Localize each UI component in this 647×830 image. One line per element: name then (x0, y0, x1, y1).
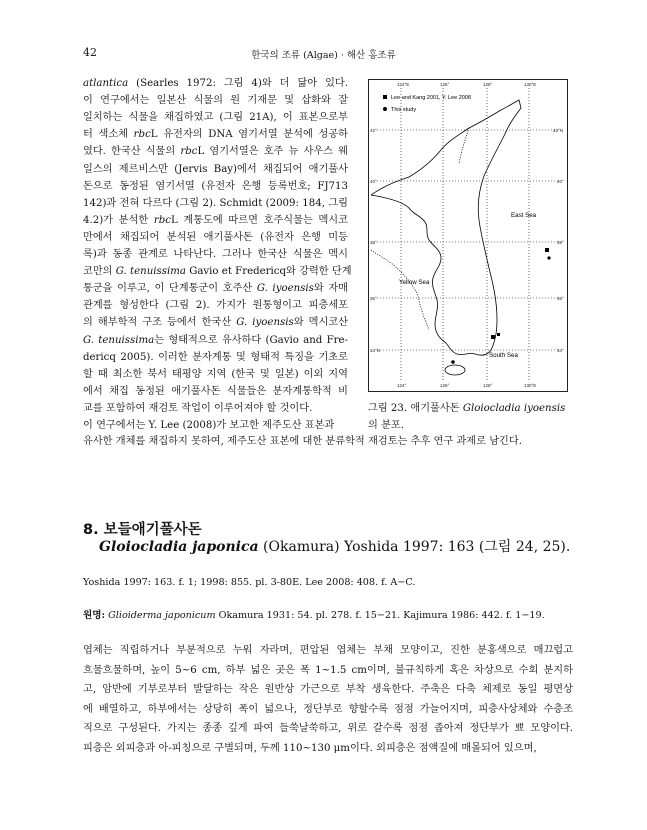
record-marker (491, 335, 495, 339)
text-line: 일스의 제르비스만 (Jervis Bay)에서 채집되어 애기풀사 (83, 163, 348, 175)
lon-tick-top: 124°E (397, 82, 410, 87)
figure-caption: 그림 23. 애기풀사돈 Gloiocladia iyoensis의 분포. (368, 403, 566, 431)
text-line: dericq 2005). 이러한 분자계통 및 형태적 특징을 기초로 (83, 351, 348, 363)
lat-tick-right: 34° (557, 348, 564, 353)
lat-tick-right: 38° (557, 240, 564, 245)
text-line: 통군을 이루고, 이 단계통군이 호주산 G. iyoensis와 자매 (83, 283, 349, 295)
text-line: 이 연구에서는 일본산 식물의 원 기재문 및 삽화와 잘 (83, 95, 348, 107)
record-marker (545, 248, 549, 252)
legend-item-2: This study (391, 107, 417, 113)
text-line: 교를 포함하여 재검토 작업이 이루어져야 할 것이다. (83, 402, 313, 414)
lon-tick-top: 128° (483, 82, 493, 87)
text-line: 고, 암반에 기부로부터 발달하는 작은 원반상 가근으로 부착 생육한다. 주축은 다축 체제로 동일 평면상 (83, 684, 573, 696)
distribution-map-figure (368, 79, 568, 392)
legend-item-1: Lee and Kang 2001, Y. Lee 2008 (391, 95, 471, 101)
record-marker (497, 333, 500, 336)
text-line: 돈으로 동정된 염기서열 (유전자 은행 등록번호; FJ713 (83, 180, 348, 192)
lon-tick-top: 130°E (524, 82, 537, 87)
lat-tick-left: 36° (370, 296, 377, 301)
text-line: 142)과 전혀 다르다 (그림 2). Schmidt (2009: 184, 그림 (83, 197, 348, 209)
text-line: 일치하는 식물을 채집하였고 (그림 21A), 이 표본으로부 (83, 112, 348, 124)
south-sea-label: South Sea (489, 352, 518, 359)
record-marker (547, 256, 550, 259)
legend-square-symbol (383, 95, 387, 99)
text-line: 코만의 G. tenuissima Gavio et Fredericq와 강력한 단계 (83, 266, 352, 278)
lon-tick-bottom: 130°E (524, 383, 537, 388)
text-line: 에 배열하고, 하부에서는 상당히 폭이 넓으나, 정단부로 향할수록 점점 가늘어지며, 피층사상체와 수층조 (83, 703, 573, 715)
legend-circle-symbol (383, 107, 387, 111)
graticule (377, 88, 559, 380)
text-line: 직으로 구성된다. 가지는 종종 깊게 파여 들쑥날쑥하고, 위로 갈수록 점점 좁아져 정단부가 뾰 모양이다. (83, 723, 573, 735)
text-line: 터 색소체 rbcL 유전자의 DNA 염기서열 분석에 성공하 (83, 129, 349, 141)
text-line: 의 해부학적 구조 등에서 한국산 G. iyoensis와 멕시코산 (83, 317, 349, 329)
running-title: 한국의 조류 (Algae) · 해산 홍조류 (251, 50, 396, 61)
lon-tick-bottom: 124° (397, 383, 407, 388)
lon-tick-bottom: 126° (440, 383, 450, 388)
lat-tick-left: 40° (370, 179, 377, 184)
text-line: 이 연구에서는 Y. Lee (2008)가 보고한 제주도산 표본과 (83, 420, 335, 431)
lat-tick-left: 38° (370, 240, 377, 245)
section-heading: 8. 보들애기풀사돈 (83, 522, 202, 538)
lon-tick-bottom: 128° (483, 383, 493, 388)
page-number: 42 (83, 46, 97, 59)
text-line: atlantica (Searles 1972: 그림 4)와 더 닮아 있다. (83, 78, 348, 89)
basionym-line: 원명: Glioiderma japonicum Okamura 1931: 54. pl. 278. f. 15−21. Kajimura 1986: 442. f. 1−19. (83, 610, 545, 621)
text-line: G. tenuissima는 형태적으로 유사하다 (Gavio and Fre- (83, 334, 348, 346)
korea-map (369, 80, 567, 391)
lat-tick-right: 36° (557, 296, 564, 301)
text-line: 였다. 한국산 식물의 rbcL 염기서열은 호주 뉴 사우스 웨 (83, 146, 348, 158)
text-line: 만에서 채집되어 분석된 애기풀사돈 (유전자 은행 미등 (83, 231, 348, 243)
lat-tick-right: 40° (557, 179, 564, 184)
species-name: Gloiocladia japonica (Okamura) Yoshida 1997: 163 (그림 24, 25). (99, 539, 571, 555)
full-width-line: 유사한 개체를 채집하지 못하여, 제주도산 표본에 대한 분류학적 재검토는 추후 연구 과제로 남긴다. (83, 436, 522, 447)
text-line: 관계를 형성한다 (그림 2). 가지가 원통형이고 피층세포 (83, 300, 348, 312)
text-line: 엽체는 직립하거나 부분적으로 누워 자라며, 편압된 엽체는 부채 모양이고, 진한 분홍색으로 매끄럽고 (83, 645, 573, 656)
record-marker (451, 360, 455, 364)
text-line: 4.2)가 분석한 rbcL 계통도에 따르면 호주식물는 멕시코 (83, 214, 348, 226)
lat-tick-left: 34°N (370, 348, 381, 353)
text-line: 록)과 동종 관계로 나타난다. 그러나 한국산 식물은 멕시 (83, 249, 348, 260)
lon-tick-top: 126° (440, 82, 450, 87)
text-line: 할 때 최소한 북서 태평양 지역 (한국 및 일본) 이외 지역 (83, 368, 348, 380)
text-line: 흐물흐물하며, 높이 5~6 cm, 하부 넓은 곳은 폭 1~1.5 cm이며, 불규칙하게 혹은 차상으로 수회 분지하 (83, 664, 573, 676)
text-line: 피층은 외피층과 아-피칭으로 구별되며, 두께 110~130 μm이다. 외피층은 점액질에 매몰되어 있으며, (83, 743, 537, 754)
east-sea-label: East Sea (511, 212, 537, 219)
text-line: 에서 채집 동정된 애기풀사돈 식물들은 분자계통학적 비 (83, 385, 348, 397)
korea-coastline (371, 100, 521, 355)
yellow-sea-label: Yellow Sea (399, 279, 430, 286)
jeju-island (445, 365, 465, 375)
references-line: Yoshida 1997: 163. f. 1; 1998: 855. pl. 3-80E. Lee 2008: 408. f. A−C. (83, 577, 416, 588)
lat-tick-right: 42°N (553, 128, 564, 133)
lat-tick-left: 42° (370, 128, 377, 133)
